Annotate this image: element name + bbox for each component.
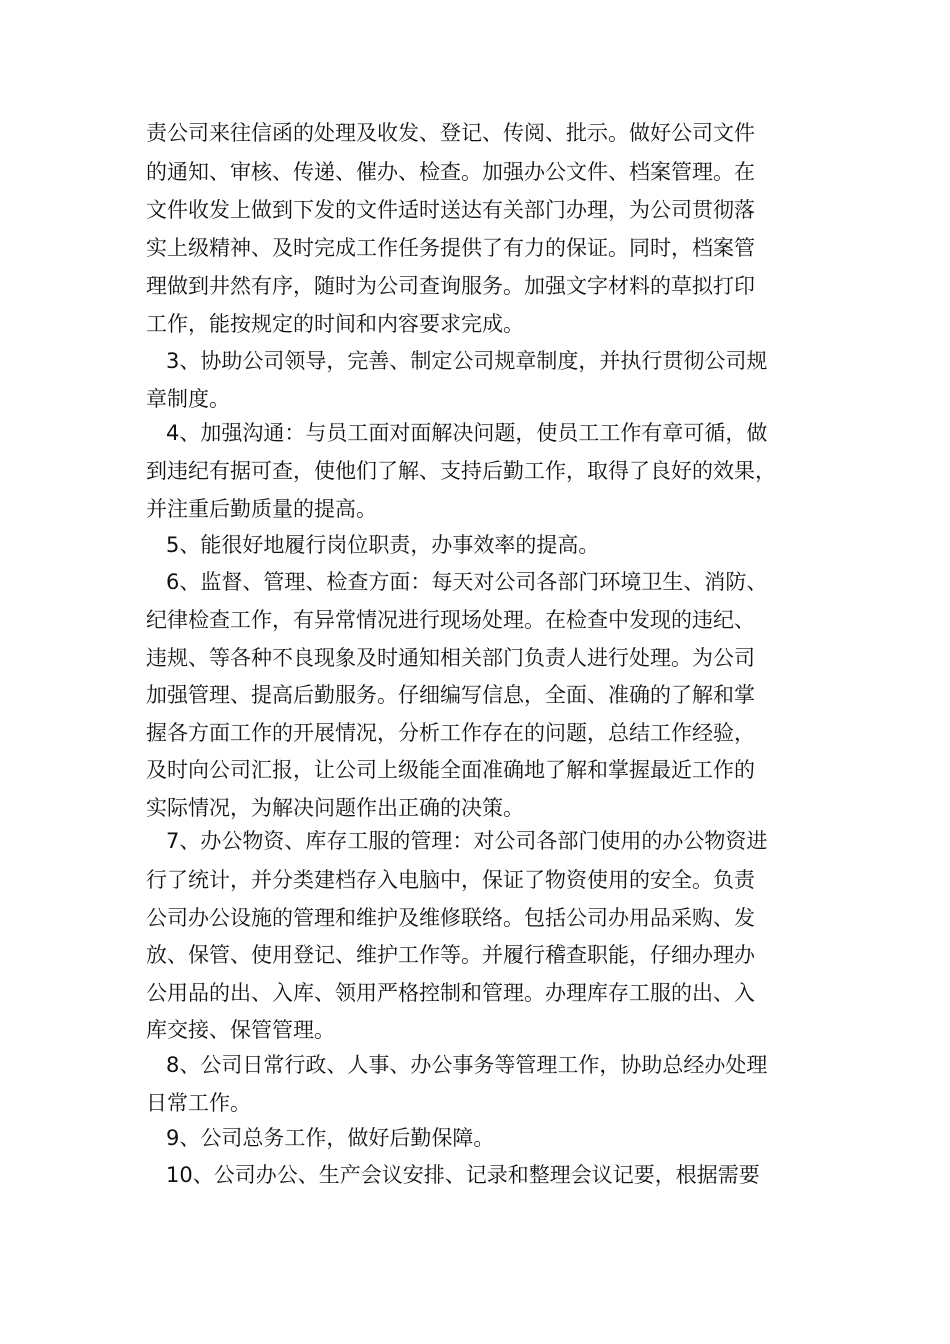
text-line: 放、保管、使用登记、维护工作等。并履行稽查职能，仔细办理办: [146, 943, 755, 967]
text-line: 5、能很好地履行岗位职责，办事效率的提高。: [166, 533, 600, 557]
text-line: 8、公司日常行政、人事、办公事务等管理工作，协助总经办处理: [166, 1053, 768, 1077]
text-line: 加强管理、提高后勤服务。仔细编写信息，全面、准确的了解和掌: [146, 683, 755, 707]
text-line: 7、办公物资、库存工服的管理：对公司各部门使用的办公物资进: [166, 829, 768, 853]
text-line: 行了统计，并分类建档存入电脑中，保证了物资使用的安全。负责: [146, 868, 755, 892]
text-line: 违规、等各种不良现象及时通知相关部门负责人进行处理。为公司: [146, 646, 755, 670]
text-line: 握各方面工作的开展情况，分析工作存在的问题，总结工作经验，: [146, 721, 755, 745]
text-line: 4、加强沟通：与员工面对面解决问题，使员工工作有章可循，做: [166, 421, 768, 445]
text-line: 3、协助公司领导，完善、制定公司规章制度，并执行贯彻公司规: [166, 349, 768, 373]
text-line: 责公司来往信函的处理及收发、登记、传阅、批示。做好公司文件: [146, 121, 755, 145]
text-line: 工作，能按规定的时间和内容要求完成。: [146, 312, 524, 336]
text-line: 及时向公司汇报，让公司上级能全面准确地了解和掌握最近工作的: [146, 758, 755, 782]
text-line: 实上级精神、及时完成工作任务提供了有力的保证。同时，档案管: [146, 236, 755, 260]
text-line: 并注重后勤质量的提高。: [146, 497, 377, 521]
text-line: 章制度。: [146, 387, 230, 411]
text-line: 公用品的出、入库、领用严格控制和管理。办理库存工服的出、入: [146, 981, 755, 1005]
text-line: 6、监督、管理、检查方面：每天对公司各部门环境卫生、消防、: [166, 570, 768, 594]
text-line: 9、公司总务工作，做好后勤保障。: [166, 1126, 495, 1150]
text-line: 日常工作。: [146, 1091, 251, 1115]
text-line: 库交接、保管管理。: [146, 1018, 335, 1042]
text-line: 到违纪有据可查，使他们了解、支持后勤工作，取得了良好的效果，: [146, 459, 776, 483]
text-line: 理做到井然有序，随时为公司查询服务。加强文字材料的草拟打印: [146, 274, 755, 298]
text-line: 公司办公设施的管理和维护及维修联络。包括公司办用品采购、发: [146, 906, 755, 930]
text-line: 实际情况，为解决问题作出正确的决策。: [146, 796, 524, 820]
text-line: 文件收发上做到下发的文件适时送达有关部门办理，为公司贯彻落: [146, 198, 755, 222]
text-line: 10、公司办公、生产会议安排、记录和整理会议记要，根据需要: [166, 1163, 760, 1187]
text-line: 纪律检查工作，有异常情况进行现场处理。在检查中发现的违纪、: [146, 608, 755, 632]
text-line: 的通知、审核、传递、催办、检查。加强办公文件、档案管理。在: [146, 160, 755, 184]
